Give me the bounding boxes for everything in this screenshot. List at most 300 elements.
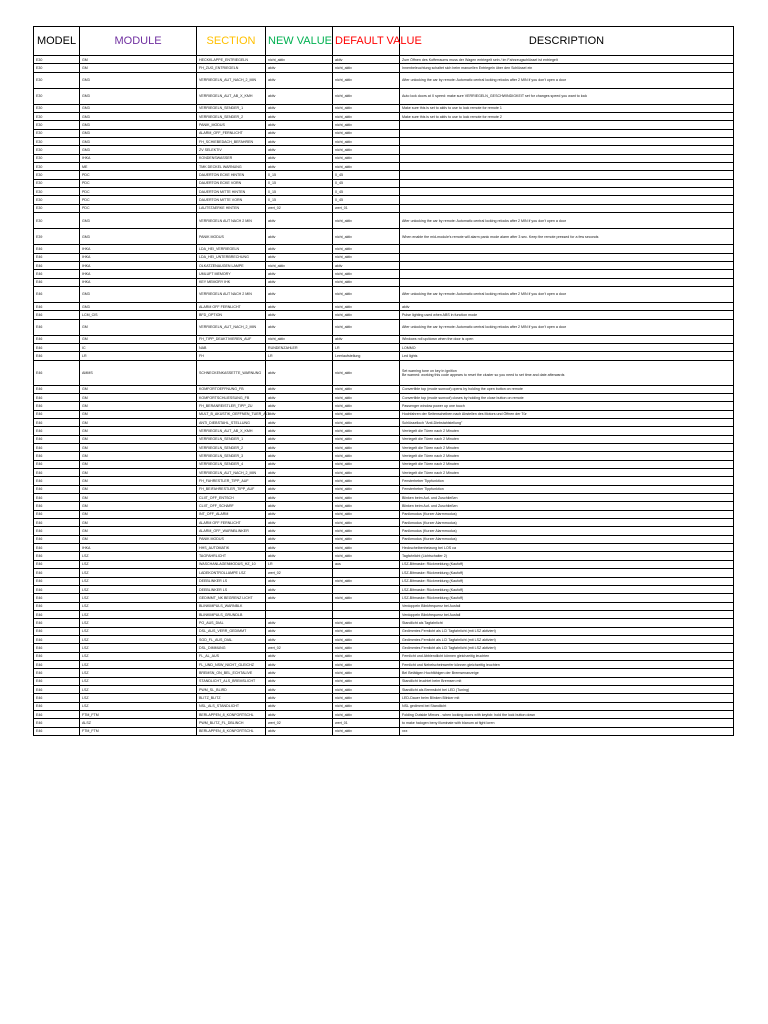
description-cell: Verdoppeln Blinkfrequenz bei Ausfall [400,602,734,610]
section-cell: FH_BERANREISTLER_TIPP_ZU [197,402,266,410]
model-cell: E46 [34,286,80,302]
new-value-cell: aktiv [266,469,333,477]
table-row [34,154,734,162]
new-value-cell: aktiv [266,577,333,585]
description-cell: Fernlicht und Nebelscheinwerfer können gleichzeitig leuchten [400,660,734,668]
table-row [34,138,734,146]
description-cell: Verriegelt die Türen nach 2 Minuten [400,452,734,460]
description-cell [400,138,734,146]
new-value-cell: aktiv [266,402,333,410]
section-cell: NSL_ALS_STANDLICHT [197,702,266,710]
default-value-cell: 0_45 [333,196,400,204]
coding-table [33,26,734,736]
model-cell: E46 [34,569,80,577]
model-cell: E46 [34,635,80,643]
table-row [34,104,734,112]
new-value-cell: 0_15 [266,188,333,196]
model-cell: E30 [34,196,80,204]
table-row [34,196,734,204]
default-value-cell: nicht_aktiv [333,519,400,527]
table-row [34,677,734,685]
section-cell: HHS_AUTOMATIK [197,544,266,552]
module-cell: IHKA [80,270,197,278]
section-cell: KOMFORTOEFFNUNG_FB [197,385,266,393]
section-cell: DAUERTON ECKE HINTEN [197,171,266,179]
description-cell: LED-Dauer beim Blinken Blinker mit [400,694,734,702]
section-cell: LDA_HEI_UNTERBRECHUNG [197,253,266,261]
table-row [34,594,734,602]
section-cell: BLITZ_BLITZ [197,694,266,702]
new-value-cell: aktiv [266,410,333,418]
new-value-cell: aktiv [266,213,333,229]
model-cell: E46 [34,444,80,452]
module-cell: GM3 [80,72,197,88]
module-cell: LSZ [80,652,197,660]
description-cell: After unlocking the car by remote: Automatic central locking relocks after 2 MIN if you don't open a door [400,213,734,229]
module-cell: LSZ [80,569,197,577]
table-row [34,335,734,343]
section-cell: VERRIEGELN AUT NACH 2 MIN [197,286,266,302]
table-row [34,435,734,443]
section-cell: KEY MEMORY IHK [197,278,266,286]
new-value-cell: aktiv [266,138,333,146]
header-new-value: NEW VALUE [266,27,333,56]
new-value-cell: nicht_aktiv [266,335,333,343]
new-value-cell: wert_02 [266,204,333,212]
default-value-cell: nicht_aktiv [333,410,400,418]
description-cell: Verriegelt die Türen nach 2 Minuten [400,435,734,443]
description-cell: Bei Betätigen Hochfähigen der Bremsenanzeige [400,669,734,677]
section-cell: VERRIEGELN_SENDER_2 [197,113,266,121]
model-cell: E46 [34,552,80,560]
description-cell: After unlocking the car by remote: Automatic central locking relocks after 2 MIN if you don't open a door [400,319,734,335]
new-value-cell: aktiv [266,302,333,310]
section-cell: ALARM OFF FERNLICHT [197,302,266,310]
section-cell: VERRIEGELN_AUT_NACH_2_MIN [197,469,266,477]
model-cell: E30 [34,188,80,196]
description-cell [400,154,734,162]
new-value-cell: aktiv [266,163,333,171]
model-cell: E46 [34,385,80,393]
new-value-cell: nicht_aktiv [266,261,333,269]
model-cell: E46 [34,393,80,401]
model-cell: E46 [34,278,80,286]
default-value-cell: nicht_aktiv [333,64,400,72]
model-cell: E46 [34,418,80,426]
section-cell: BERLAPPEN_8_KONFORTSCHL [197,711,266,719]
model-cell: E46 [34,270,80,278]
module-cell: GM [80,393,197,401]
table-row [34,88,734,104]
description-cell: Standlicht als Tagfahrlicht [400,619,734,627]
description-cell [400,270,734,278]
description-cell [400,129,734,137]
header-description: DESCRIPTION [400,27,734,56]
description-cell: Schlüsselloch "Anti-Diebstahlstellung" [400,418,734,426]
new-value-cell: aktiv [266,385,333,393]
section-cell: SGD_FL_AUS_DIAL [197,635,266,643]
model-cell: E46 [34,644,80,652]
header-module: MODULE [80,27,197,56]
description-cell: Verriegelt die Türen nach 2 Minuten [400,427,734,435]
default-value-cell: 0_45 [333,171,400,179]
module-cell: AMMS [80,360,197,385]
default-value-cell: nicht_aktiv [333,104,400,112]
module-cell: GM3 [80,104,197,112]
default-value-cell: wert_01 [333,204,400,212]
default-value-cell: nicht_aktiv [333,452,400,460]
section-cell: LAUTSTAERKE HINTEN [197,204,266,212]
table-row [34,702,734,710]
default-value-cell: nicht_aktiv [333,627,400,635]
default-value-cell: nicht_aktiv [333,129,400,137]
module-cell: LSZ [80,560,197,568]
model-cell: E46 [34,494,80,502]
default-value-cell [333,602,400,610]
description-cell: LSZ-Bitmaske: Rückmeldung (Kaufoff) [400,560,734,568]
section-cell: BERLAPPEN_8_KONFORTSCHL [197,727,266,735]
default-value-cell: nicht_aktiv [333,652,400,660]
table-row [34,171,734,179]
section-cell: DSL_AUS_VERR_GEDIMMT [197,627,266,635]
description-cell: Make sure this is set to aktiv to use to lock remote for remote 1 [400,104,734,112]
model-cell: E46 [34,245,80,253]
default-value-cell: nicht_aktiv [333,113,400,121]
module-cell: LSZ [80,577,197,585]
module-cell: GM [80,502,197,510]
new-value-cell: aktiv [266,535,333,543]
model-cell: E30 [34,179,80,187]
new-value-cell: aktiv [266,677,333,685]
table-row [34,577,734,585]
default-value-cell: nicht_aktiv [333,146,400,154]
module-cell: LSZ [80,627,197,635]
default-value-cell: nicht_aktiv [333,677,400,685]
module-cell: GM [80,510,197,518]
new-value-cell: RUNDENZAHLER [266,343,333,351]
new-value-cell: aktiv [266,485,333,493]
table-row [34,685,734,693]
model-cell: E46 [34,602,80,610]
default-value-cell: nicht_aktiv [333,727,400,735]
description-cell: aktiv [400,302,734,310]
module-cell: GM [80,460,197,468]
table-row [34,213,734,229]
new-value-cell: aktiv [266,619,333,627]
table-row [34,410,734,418]
section-cell: PANIK_MODUS [197,121,266,129]
model-cell: E46 [34,711,80,719]
section-cell: DAUERTON MITTE VORN [197,196,266,204]
table-row [34,286,734,302]
model-cell: E46 [34,652,80,660]
table-row [34,311,734,319]
new-value-cell: aktiv [266,278,333,286]
module-cell: ME [80,163,197,171]
default-value-cell: nicht_aktiv [333,163,400,171]
default-value-cell: nicht_aktiv [333,138,400,146]
description-cell: Convertible top (mode sunroof) closes by holding the close button on remote [400,393,734,401]
table-row [34,204,734,212]
default-value-cell: nicht_aktiv [333,270,400,278]
module-cell: GM [80,444,197,452]
model-cell: E30 [34,56,80,64]
description-cell [400,245,734,253]
new-value-cell: aktiv [266,129,333,137]
new-value-cell: aktiv [266,594,333,602]
new-value-cell: aktiv [266,519,333,527]
table-row [34,64,734,72]
model-cell: E30 [34,113,80,121]
section-cell: VERRIEGELN_AUT_AB_X_KMH [197,427,266,435]
section-cell: TMK DECKEL WARNUNG [197,163,266,171]
default-value-cell: nicht_aktiv [333,385,400,393]
table-row [34,253,734,261]
default-value-cell: nicht_aktiv [333,635,400,643]
section-cell: PANIK MODUS [197,535,266,543]
table-row [34,585,734,593]
module-cell: LSZ [80,669,197,677]
model-cell: E46 [34,535,80,543]
new-value-cell: aktiv [266,494,333,502]
table-row [34,444,734,452]
table-row [34,477,734,485]
new-value-cell: wert_02 [266,644,333,652]
model-cell: E30 [34,64,80,72]
table-row [34,535,734,543]
new-value-cell: aktiv [266,527,333,535]
new-value-cell: aktiv [266,711,333,719]
new-value-cell: aktiv [266,245,333,253]
table-row [34,660,734,668]
module-cell: GM [80,519,197,527]
model-cell: E46 [34,402,80,410]
default-value-cell: nicht_aktiv [333,694,400,702]
default-value-cell: nicht_aktiv [333,619,400,627]
table-row [34,527,734,535]
new-value-cell: aktiv [266,393,333,401]
default-value-cell: nicht_aktiv [333,494,400,502]
description-cell: After unlocking the car by remote: Automatic central locking relocks after 2 MIN if you don't open a door [400,286,734,302]
table-body [34,56,734,736]
model-cell: E46 [34,427,80,435]
default-value-cell: nicht_aktiv [333,669,400,677]
section-cell: FH_SCHIEBEDACH_BEFAHREN [197,138,266,146]
description-cell: Pulse lighting used when ABS in function mode [400,311,734,319]
section-cell: FL_AL_AUS [197,652,266,660]
default-value-cell: nicht_aktiv [333,360,400,385]
default-value-cell: nicht_aktiv [333,711,400,719]
description-cell: Innenbeleuchtung schaltet sich beim manuellen Entriegeln über den Schlüssel ein [400,64,734,72]
table-row [34,619,734,627]
description-cell: Verriegelt die Türen nach 2 Minuten [400,469,734,477]
model-cell: E46 [34,685,80,693]
description-cell: Gedimmtes Fernlicht als LCI Tagfahrlicht (mit LSZ aktiviert) [400,635,734,643]
table-row [34,427,734,435]
new-value-cell: nicht_aktiv [266,56,333,64]
description-cell: Verdoppeln Blinkfrequenz bei Ausfall [400,610,734,618]
section-cell: VERRIEGELN_AUT_NACH_2_MIN [197,319,266,335]
module-cell: LCM_CIS [80,311,197,319]
new-value-cell: aktiv [266,460,333,468]
table-row [34,179,734,187]
section-cell: WASCHANLAGENMODUS_HZ_10 [197,560,266,568]
module-cell: PDC [80,171,197,179]
section-cell: DAUERTON ECKE VORN [197,179,266,187]
default-value-cell: nicht_aktiv [333,393,400,401]
new-value-cell: 0_15 [266,171,333,179]
section-cell: TAGFAHRLICHT [197,552,266,560]
description-cell: Convertible top (mode sunroof) opens by holding the open button on remote [400,385,734,393]
table-row [34,385,734,393]
default-value-cell: nicht_aktiv [333,319,400,335]
description-cell: Make sure this is set to aktiv to use to lock remote for remote 2 [400,113,734,121]
table-row [34,261,734,269]
default-value-cell: nicht_aktiv [333,253,400,261]
section-cell: SCHNECKENKASSETTE_WARNUNG [197,360,266,385]
default-value-cell: aktiv [333,56,400,64]
new-value-cell: aktiv [266,311,333,319]
description-cell [400,196,734,204]
model-cell: E46 [34,510,80,518]
module-cell: LSZ [80,594,197,602]
table-row [34,502,734,510]
module-cell: GM3 [80,229,197,245]
default-value-cell: nicht_aktiv [333,88,400,104]
table-row [34,319,734,335]
new-value-cell: aktiv [266,444,333,452]
model-cell: E46 [34,560,80,568]
header-section: SECTION [197,27,266,56]
description-cell: Panikmodus (Kurzer Alarmmodus) [400,535,734,543]
module-cell: PDC [80,188,197,196]
section-cell: FH_FAHRESTLER_TIPP_AUF [197,477,266,485]
section-cell: OLKATZENAUGEN LAMPE [197,261,266,269]
module-cell: IC [80,343,197,351]
section-cell: FH_BEIFAHRESTLER_TIPP_AUF [197,485,266,493]
description-cell: LOMMO [400,343,734,351]
description-cell: LSZ-Bitmaske: Rückmeldung (Kaufoff) [400,569,734,577]
default-value-cell [333,569,400,577]
module-cell: LSZ [80,685,197,693]
module-cell: FTM_FTM [80,711,197,719]
module-cell: LSZ [80,610,197,618]
module-cell: GM [80,319,197,335]
module-cell: GM3 [80,286,197,302]
default-value-cell: nicht_aktiv [333,510,400,518]
module-cell: GM3 [80,88,197,104]
table-row [34,278,734,286]
table-row [34,113,734,121]
new-value-cell: aktiv [266,552,333,560]
model-cell: E46 [34,261,80,269]
default-value-cell: nicht_aktiv [333,594,400,602]
default-value-cell: nicht_aktiv [333,685,400,693]
section-cell: VERRIEGELN_SENDER_2 [197,444,266,452]
model-cell: E30 [34,88,80,104]
description-cell: LSZ-Bitmaske: Rückmeldung (Kaufoff) [400,585,734,593]
description-cell: When enable the mid-module's remote will alarm panic mode alarm after 3 sec. Keep the remote pressed for a few seconds [400,229,734,245]
module-cell: GM [80,427,197,435]
table-row [34,245,734,253]
section-cell: CLIIT_OFF_ENTSCH [197,494,266,502]
model-cell: E30 [34,121,80,129]
table-row [34,560,734,568]
new-value-cell: aktiv [266,694,333,702]
module-cell: GM [80,402,197,410]
section-cell: PWM_BLITZ_FL_DBLINCH [197,719,266,727]
new-value-cell: aktiv [266,427,333,435]
description-cell [400,261,734,269]
description-cell [400,171,734,179]
section-cell: ANTI_DIEBSTAHL_STELLUNG [197,418,266,426]
model-cell: E46 [34,435,80,443]
default-value-cell: nicht_aktiv [333,460,400,468]
module-cell: IHKA [80,245,197,253]
description-cell: xxx [400,727,734,735]
description-cell: to make halogen beny illuminate with blanum at fight loren [400,719,734,727]
table-row [34,519,734,527]
default-value-cell: nicht_aktiv [333,435,400,443]
table-row [34,121,734,129]
section-cell: DAUERTON MITTE HINTEN [197,188,266,196]
model-cell: E46 [34,627,80,635]
default-value-cell: aus [333,560,400,568]
default-value-cell: nicht_aktiv [333,427,400,435]
model-cell: E46 [34,660,80,668]
model-cell: E46 [34,527,80,535]
module-cell: LSZ [80,602,197,610]
new-value-cell: LR [266,352,333,360]
model-cell: E46 [34,669,80,677]
section-cell: VERRIEGELN_AUT_NACH_2_MIN [197,72,266,88]
module-cell: GM [80,64,197,72]
default-value-cell: nicht_aktiv [333,278,400,286]
new-value-cell: aktiv [266,286,333,302]
model-cell: E46 [34,719,80,727]
module-cell: GM3 [80,146,197,154]
default-value-cell: nicht_aktiv [333,418,400,426]
new-value-cell: aktiv [266,452,333,460]
model-cell: E46 [34,360,80,385]
model-cell: E46 [34,727,80,735]
section-cell: KOMFORTSCHLIESSUNG_FB [197,393,266,401]
new-value-cell: LR [266,560,333,568]
default-value-cell [333,610,400,618]
section-cell: CLIIT_OFF_SCHARF [197,502,266,510]
default-value-cell: nicht_aktiv [333,286,400,302]
default-value-cell: nicht_aktiv [333,245,400,253]
module-cell: GM [80,469,197,477]
model-cell: E46 [34,619,80,627]
module-cell: IHKA [80,154,197,162]
section-cell: VERRIEGELN_SENDER_1 [197,435,266,443]
module-cell: GM3 [80,213,197,229]
module-cell: GM [80,527,197,535]
description-cell [400,278,734,286]
section-cell: ALARM_OFF_FERNLICHT [197,129,266,137]
section-cell: LDA_HEI_VERRIEGELN [197,245,266,253]
table-row [34,402,734,410]
table-row [34,460,734,468]
default-value-cell: nicht_aktiv [333,660,400,668]
model-cell: E46 [34,477,80,485]
table-row [34,485,734,493]
description-cell: Gedimmtes Fernlicht als LCI Tagfahrlicht (mit LSZ aktiviert) [400,644,734,652]
new-value-cell: aktiv [266,88,333,104]
module-cell: IHKA [80,253,197,261]
new-value-cell: aktiv [266,64,333,72]
